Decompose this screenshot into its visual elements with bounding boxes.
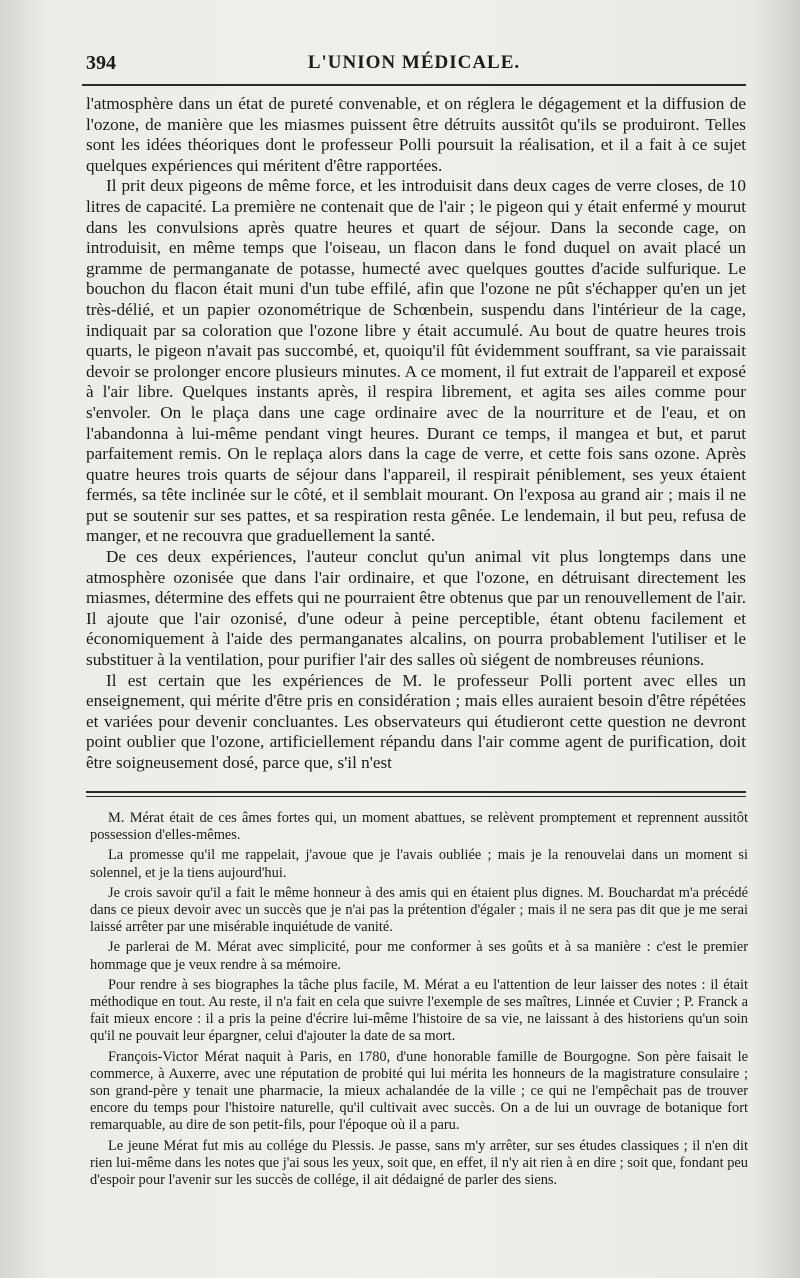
footnote-separator — [86, 791, 746, 793]
footnote-paragraph: Je crois savoir qu'il a fait le même honneur à des amis qui en étaient plus dignes. M. Bouchardat m'a précédé dans ce pieux devoir avec un succès que je n'ai pas la prétention d'égaler ; mais il ne sera pas dit que je me serai laissé arrêter par une misérable inquiétude de vanité. — [90, 884, 748, 936]
footnote-paragraph: M. Mérat était de ces âmes fortes qui, un moment abattues, se relèvent promptement et reprennent aussitôt possession d'elles-mêmes. — [90, 810, 748, 844]
footnote-paragraph: Pour rendre à ses biographes la tâche plus facile, M. Mérat a eu l'attention de leur laisser des notes : il était méthodique en tout. Au reste, il n'a fait en cela que suivre l'exemple de ses maîtres, Linnée et Cuvier ; P. Franck a fait mieux encore : il a pris la peine d'écrire lui-même l'histoire de sa vie, ne laissant à des historiens qu'un soin qu'il ne pouvait leur épargner, celui d'ajouter la date de sa mort. — [90, 976, 748, 1045]
page-header — [82, 52, 746, 82]
main-text — [86, 94, 746, 774]
header-rule — [82, 84, 746, 86]
footnote-paragraph: Je parlerai de M. Mérat avec simplicité, pour me conformer à ses goûts et à sa manière : c'est le premier hommage que je veux rendre à sa mémoire. — [90, 939, 748, 973]
footnotes — [90, 810, 748, 1192]
footnote-paragraph: François-Victor Mérat naquit à Paris, en 1780, d'une honorable famille de Bourgogne. Son père faisait le commerce, à Auxerre, avec une réputation de probité qui lui mérita les honneurs de la magistrature consulaire ; son grand-père y tenait une pharmacie, la mieux achalandée de la ville ; ce qui ne l'empêchait pas de trouver encore du temps pour l'histoire naturelle, qu'il cultivait avec succès. On a de lui un ouvrage de botanique fort remarquable, au dire de son petit-fils, pour l'époque où il a paru. — [90, 1048, 748, 1134]
paragraph: Il prit deux pigeons de même force, et les introduisit dans deux cages de verre closes, de 10 litres de capacité. La première ne contenait que de l'air ; le pigeon qui y était enfermé y mourut dans les convulsions après quatre heures et quart de séjour. Dans la seconde cage, on introduisit, en même temps que l'oiseau, un flacon dans le fond duquel on avait placé un gramme de permanganate de potasse, humecté avec quelques gouttes d'acide sulfurique. Le bouchon du flacon était muni d'un tube effilé, afin que l'ozone ne pût s'échapper qu'en un jet très-délié, et un papier ozonométrique de Schœnbein, suspendu dans l'intérieur de la cage, indiquait par sa coloration que l'ozone libre y était accumulé. Au bout de quatre heures trois quarts, le pigeon n'avait pas succombé, et, quoiqu'il fût évidemment souffrant, sa vie paraissait devoir se prolonger encore plusieurs minutes. A ce moment, il fut extrait de l'appareil et exposé à l'air libre. Quelques instants après, il respira librement, et agita ses ailes comme pour s'envoler. On le plaça dans une cage ordinaire avec de la nourriture et de l'eau, et on l'abandonna à lui-même pendant vingt heures. Durant ce temps, il mangea et but, et parut parfaitement remis. On le replaça alors dans la cage de verre, et cette fois sans ozone. Après quatre heures trois quarts de séjour dans l'appareil, il respirait péniblement, ses yeux étaient fermés, sa tête inclinée sur le côté, et il semblait mourant. On l'exposa au grand air ; mais il ne put se soutenir sur ses pattes, et sa respiration resta gênée. Le lendemain, il but peu, refusa de manger, et ne recouvra que graduellement la santé. — [86, 176, 746, 546]
footnote-paragraph: La promesse qu'il me rappelait, j'avoue que je l'avais oubliée ; mais je la renouvelai dans un moment si solennel, et je la tiens aujourd'hui. — [90, 847, 748, 881]
paragraph: Il est certain que les expériences de M. le professeur Polli portent avec elles un enseignement, qui mérite d'être pris en considération ; mais elles auraient besoin d'être répétées et variées pour devenir concluantes. Les observateurs qui étudieront cette question ne devront point oublier que l'ozone, artificiellement répandu dans l'air comme agent de purification, doit être soigneusement dosé, parce que, s'il n'est — [86, 670, 746, 772]
footnote-separator-thin — [86, 796, 746, 797]
footnote-paragraph: Le jeune Mérat fut mis au collége du Plessis. Je passe, sans m'y arrêter, sur ses études classiques ; il n'en dit rien lui-même dans les notes que j'ai sous les yeux, soit que, en effet, il n'y ait rien à en dire ; soit que, fondant peu d'espoir pour l'avenir sur les succès de collége, il ait dédaigné de parler des siens. — [90, 1137, 748, 1189]
page-number: 394 — [86, 52, 116, 74]
paragraph: l'atmosphère dans un état de pureté convenable, et on réglera le dégagement et la diffusion de l'ozone, de manière que les miasmes puissent être détruits aussitôt qu'ils se produiront. Telles sont les idées théoriques dont le professeur Polli poursuit la réalisation, et il a fait à ce sujet quelques expériences qui méritent d'être rapportées. — [86, 94, 746, 175]
paragraph: De ces deux expériences, l'auteur conclut qu'un animal vit plus longtemps dans une atmosphère ozonisée que dans l'air ordinaire, et que l'ozone, en détruisant directement les miasmes, détermine des effets qui ne pourraient être obtenus que par un renouvellement de l'air. Il ajoute que l'air ozonisé, d'une odeur à peine perceptible, étant obtenu facilement et économiquement à l'aide des permanganates alcalins, on pourra probablement l'utiliser et le substituer à la ventilation, pour purifier l'air des salles où siégent de nombreuses réunions. — [86, 547, 746, 670]
running-title: L'UNION MÉDICALE. — [307, 52, 521, 73]
